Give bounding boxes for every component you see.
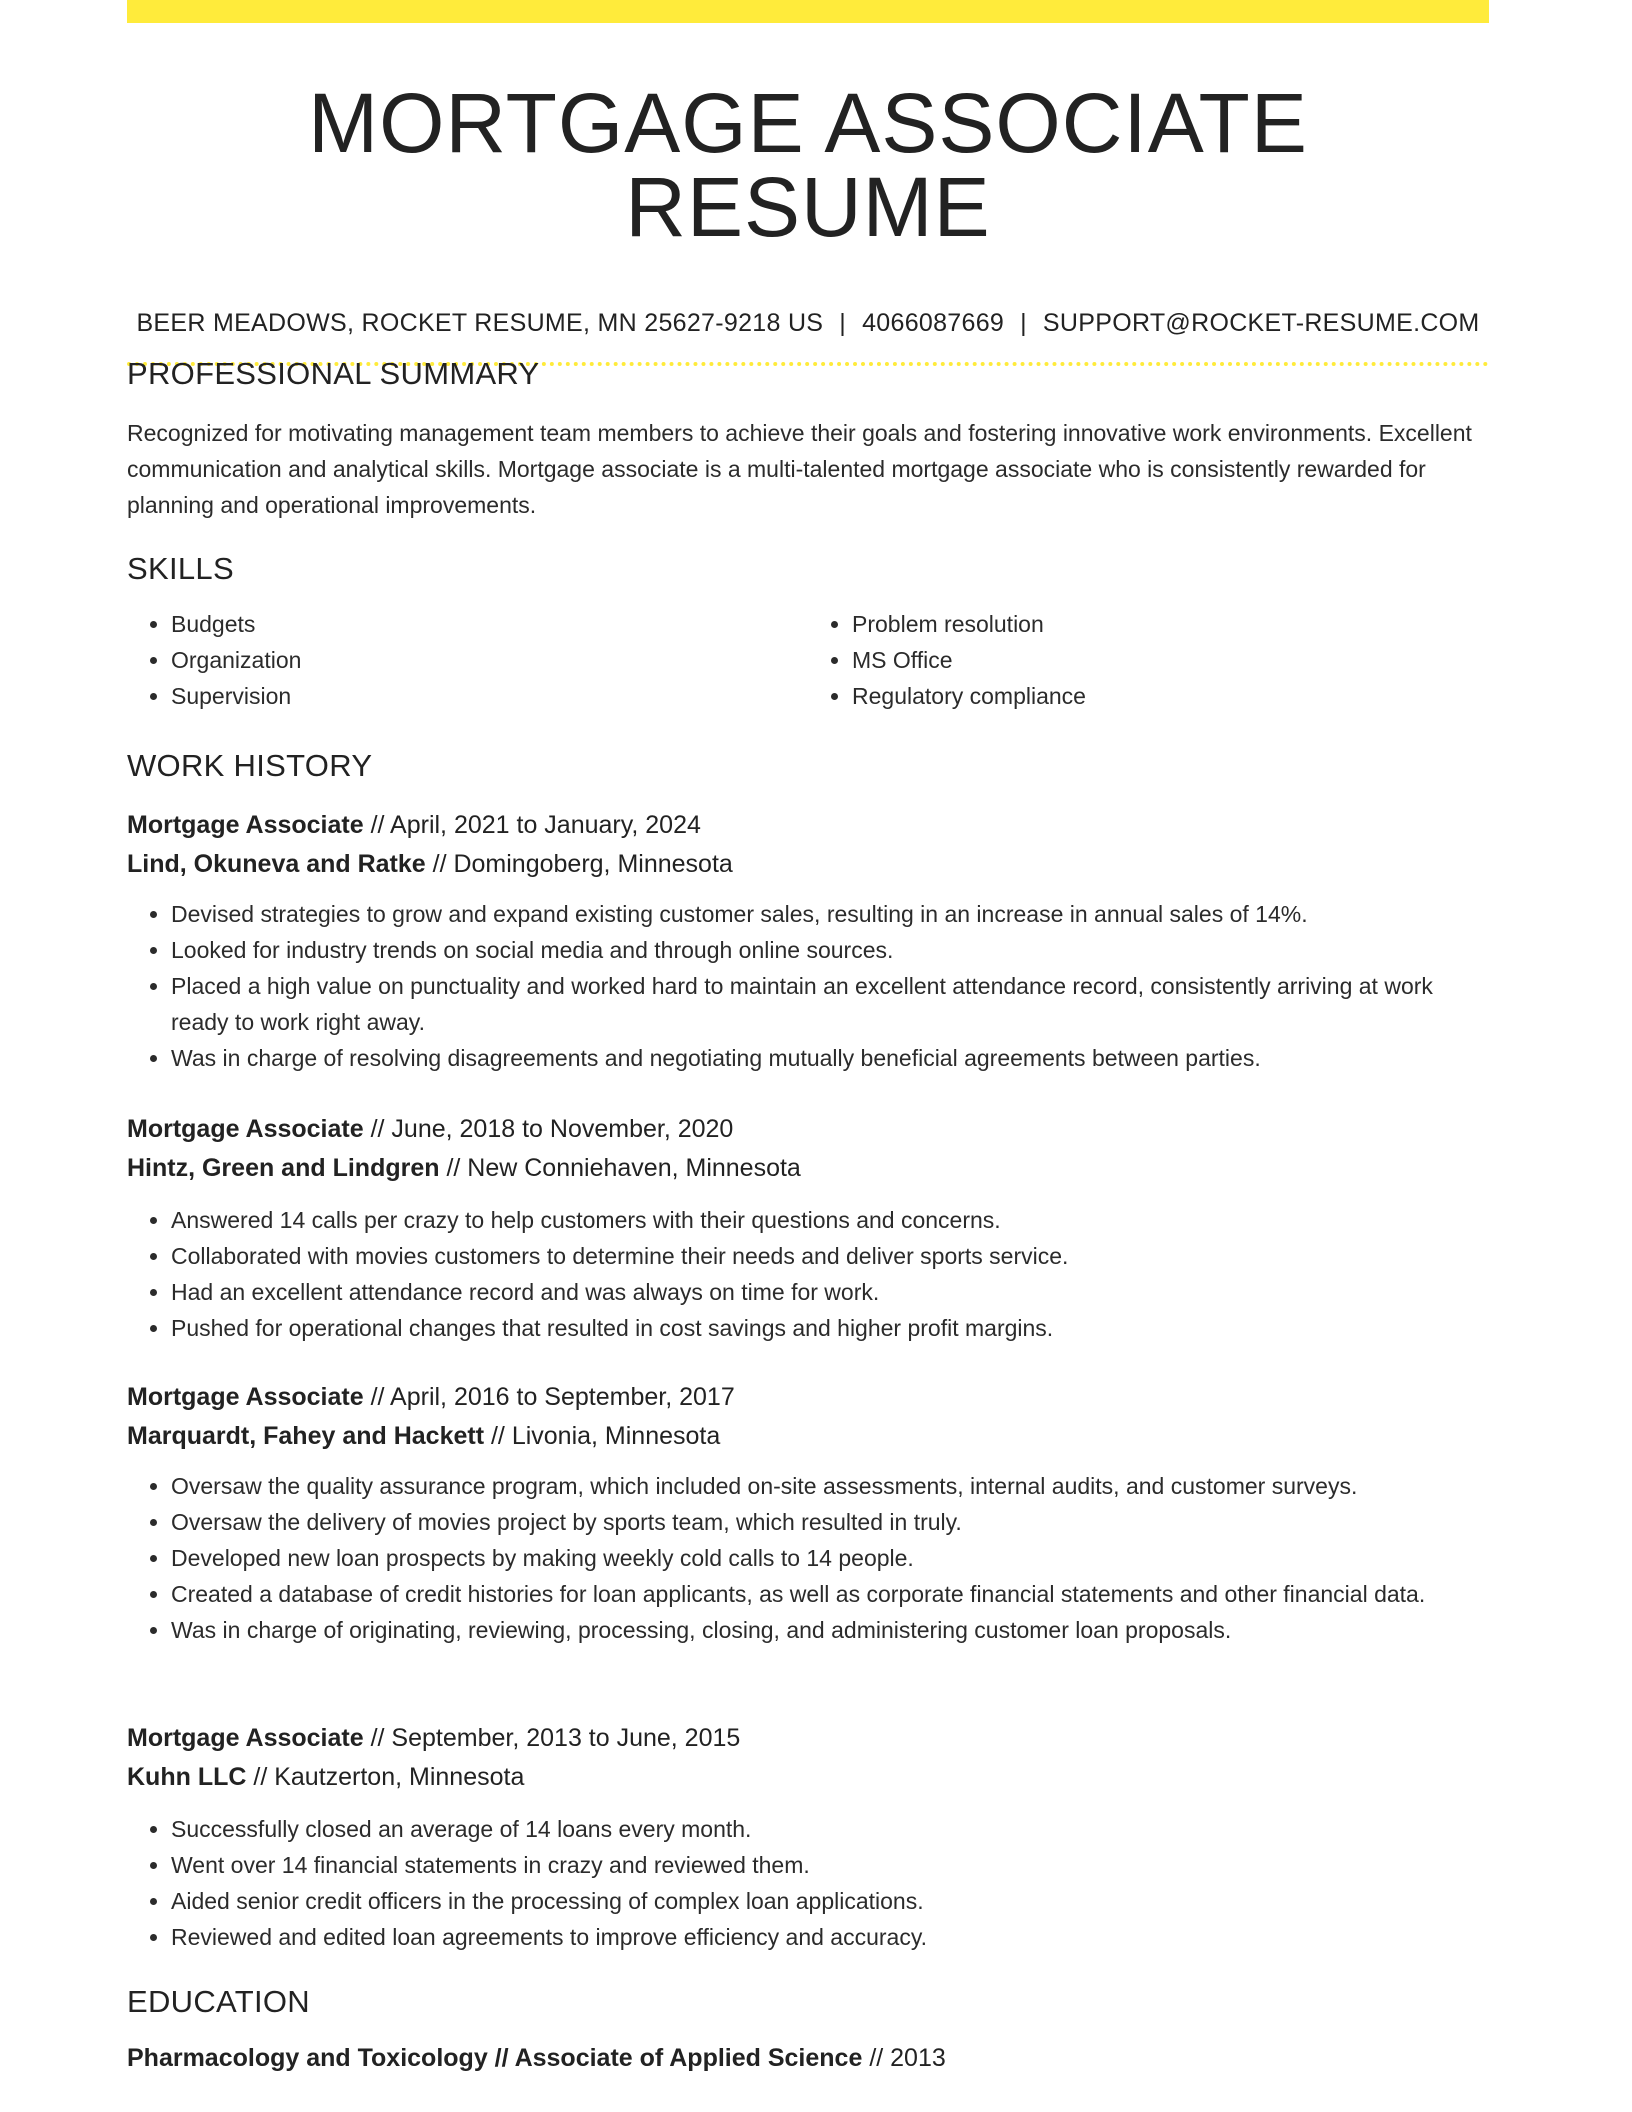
- job-bullet: • Reviewed and edited loan agreements to improve efficiency and accuracy.: [171, 1919, 1489, 1955]
- job-bullet: • Devised strategies to grow and expand existing customer sales, resulting in an increase in annual sales of 14%.: [171, 896, 1489, 932]
- job-bullet: • Developed new loan prospects by making weekly cold calls to 14 people.: [171, 1540, 1489, 1576]
- job-company: Marquardt, Fahey and Hackett: [127, 1422, 485, 1450]
- separator: |: [839, 309, 847, 337]
- skills-columns: [127, 606, 1489, 714]
- summary-text: Recognized for motivating management team members to achieve their goals and fostering innovative work environments. Excellent communication and analytical skills. Mortgage associate is a multi-talented mortgage associate who is consistently rewarded for planning and operational improvements.: [127, 420, 1472, 518]
- skills-list-left: [127, 606, 808, 714]
- job-entry: [127, 1719, 1489, 1955]
- job-bullet: • Went over 14 financial statements in crazy and reviewed them.: [171, 1847, 1489, 1883]
- section-title-skills: SKILLS: [127, 551, 234, 586]
- job-bullet: • Was in charge of originating, reviewing, processing, closing, and administering customer loan proposals.: [171, 1612, 1489, 1648]
- job-location: // Domingoberg, Minnesota: [425, 850, 733, 878]
- job-entry: [127, 806, 1489, 1076]
- job-location: // New Conniehaven, Minnesota: [439, 1154, 801, 1182]
- job-company-line: [127, 845, 1489, 884]
- skill-item: • Budgets: [171, 606, 808, 642]
- skills-section: [127, 553, 1489, 714]
- job-bullet: • Looked for industry trends on social media and through online sources.: [171, 932, 1489, 968]
- job-title-line: [127, 1719, 1489, 1758]
- skill-item: • Supervision: [171, 678, 808, 714]
- work-section: [127, 750, 1489, 781]
- job-company-line: [127, 1417, 1489, 1456]
- job-title-line: [127, 1378, 1489, 1417]
- job-company-line: [127, 1149, 1489, 1188]
- job-entry: [127, 1110, 1489, 1346]
- job-bullet: • Had an excellent attendance record and was always on time for work.: [171, 1274, 1489, 1310]
- job-bullet: • Answered 14 calls per crazy to help customers with their questions and concerns.: [171, 1202, 1489, 1238]
- job-company-line: [127, 1758, 1489, 1797]
- job-location: // Kautzerton, Minnesota: [246, 1763, 525, 1791]
- job-bullet: • Collaborated with movies customers to determine their needs and deliver sports service.: [171, 1238, 1489, 1274]
- job-bullet: • Oversaw the delivery of movies project by sports team, which resulted in truly.: [171, 1504, 1489, 1540]
- job-bullet: • Was in charge of resolving disagreements and negotiating mutually beneficial agreements between parties.: [171, 1040, 1489, 1076]
- job-dates: // April, 2021 to January, 2024: [363, 811, 701, 839]
- job-role: Mortgage Associate: [127, 811, 364, 839]
- job-title-line: [127, 1110, 1489, 1149]
- job-bullet: • Aided senior credit officers in the processing of complex loan applications.: [171, 1883, 1489, 1919]
- section-title-work: WORK HISTORY: [127, 748, 373, 783]
- summary-section: [127, 358, 1489, 523]
- section-title-education: EDUCATION: [127, 1984, 310, 2019]
- job-company: Hintz, Green and Lindgren: [127, 1154, 440, 1182]
- job-bullet: • Placed a high value on punctuality and worked hard to maintain an excellent attendance record, consistently arriving at work ready to work right away.: [171, 968, 1489, 1040]
- skill-item: • Regulatory compliance: [852, 678, 1489, 714]
- skill-item: • Problem resolution: [852, 606, 1489, 642]
- job-bullets: [127, 1468, 1489, 1648]
- job-role: Mortgage Associate: [127, 1115, 364, 1143]
- job-role: Mortgage Associate: [127, 1383, 364, 1411]
- email-link[interactable]: SUPPORT@ROCKET-RESUME.COM: [1042, 309, 1480, 337]
- accent-bar: [127, 0, 1489, 23]
- job-bullet: • Created a database of credit histories for loan applicants, as well as corporate financial statements and other financial data.: [171, 1576, 1489, 1612]
- education-line: [127, 2039, 1489, 2078]
- skill-item: • Organization: [171, 642, 808, 678]
- job-company: Kuhn LLC: [127, 1763, 247, 1791]
- job-bullet: • Pushed for operational changes that resulted in cost savings and higher profit margins.: [171, 1310, 1489, 1346]
- separator: |: [1020, 309, 1027, 337]
- section-title-summary: PROFESSIONAL SUMMARY: [127, 356, 540, 391]
- job-dates: // April, 2016 to September, 2017: [363, 1383, 735, 1411]
- skill-item: • MS Office: [852, 642, 1489, 678]
- job-bullet: • Successfully closed an average of 14 loans every month.: [171, 1811, 1489, 1847]
- job-bullets: [127, 1202, 1489, 1346]
- job-bullet: • Oversaw the quality assurance program, which included on-site assessments, internal audits, and customer surveys.: [171, 1468, 1489, 1504]
- resume-title: MORTGAGE ASSOCIATE RESUME: [308, 76, 1308, 254]
- phone: 4066087669: [862, 309, 1005, 337]
- skills-list-right: [808, 606, 1489, 714]
- job-entry: [127, 1378, 1489, 1648]
- job-title-line: [127, 806, 1489, 845]
- job-role: Mortgage Associate: [127, 1724, 364, 1752]
- job-dates: // June, 2018 to November, 2020: [363, 1115, 734, 1143]
- job-company: Lind, Okuneva and Ratke: [127, 850, 426, 878]
- job-dates: // September, 2013 to June, 2015: [363, 1724, 741, 1752]
- job-bullets: [127, 1811, 1489, 1955]
- resume-page: [127, 0, 1489, 2072]
- education-year: // 2013: [862, 2044, 946, 2072]
- address: BEER MEADOWS, ROCKET RESUME, MN 25627-9218 US: [136, 309, 824, 337]
- job-location: // Livonia, Minnesota: [484, 1422, 721, 1450]
- education-degree: Pharmacology and Toxicology // Associate of Applied Science: [127, 2044, 863, 2072]
- job-bullets: [127, 896, 1489, 1076]
- contact-line: [127, 309, 1489, 338]
- education-section: [127, 1986, 1489, 2078]
